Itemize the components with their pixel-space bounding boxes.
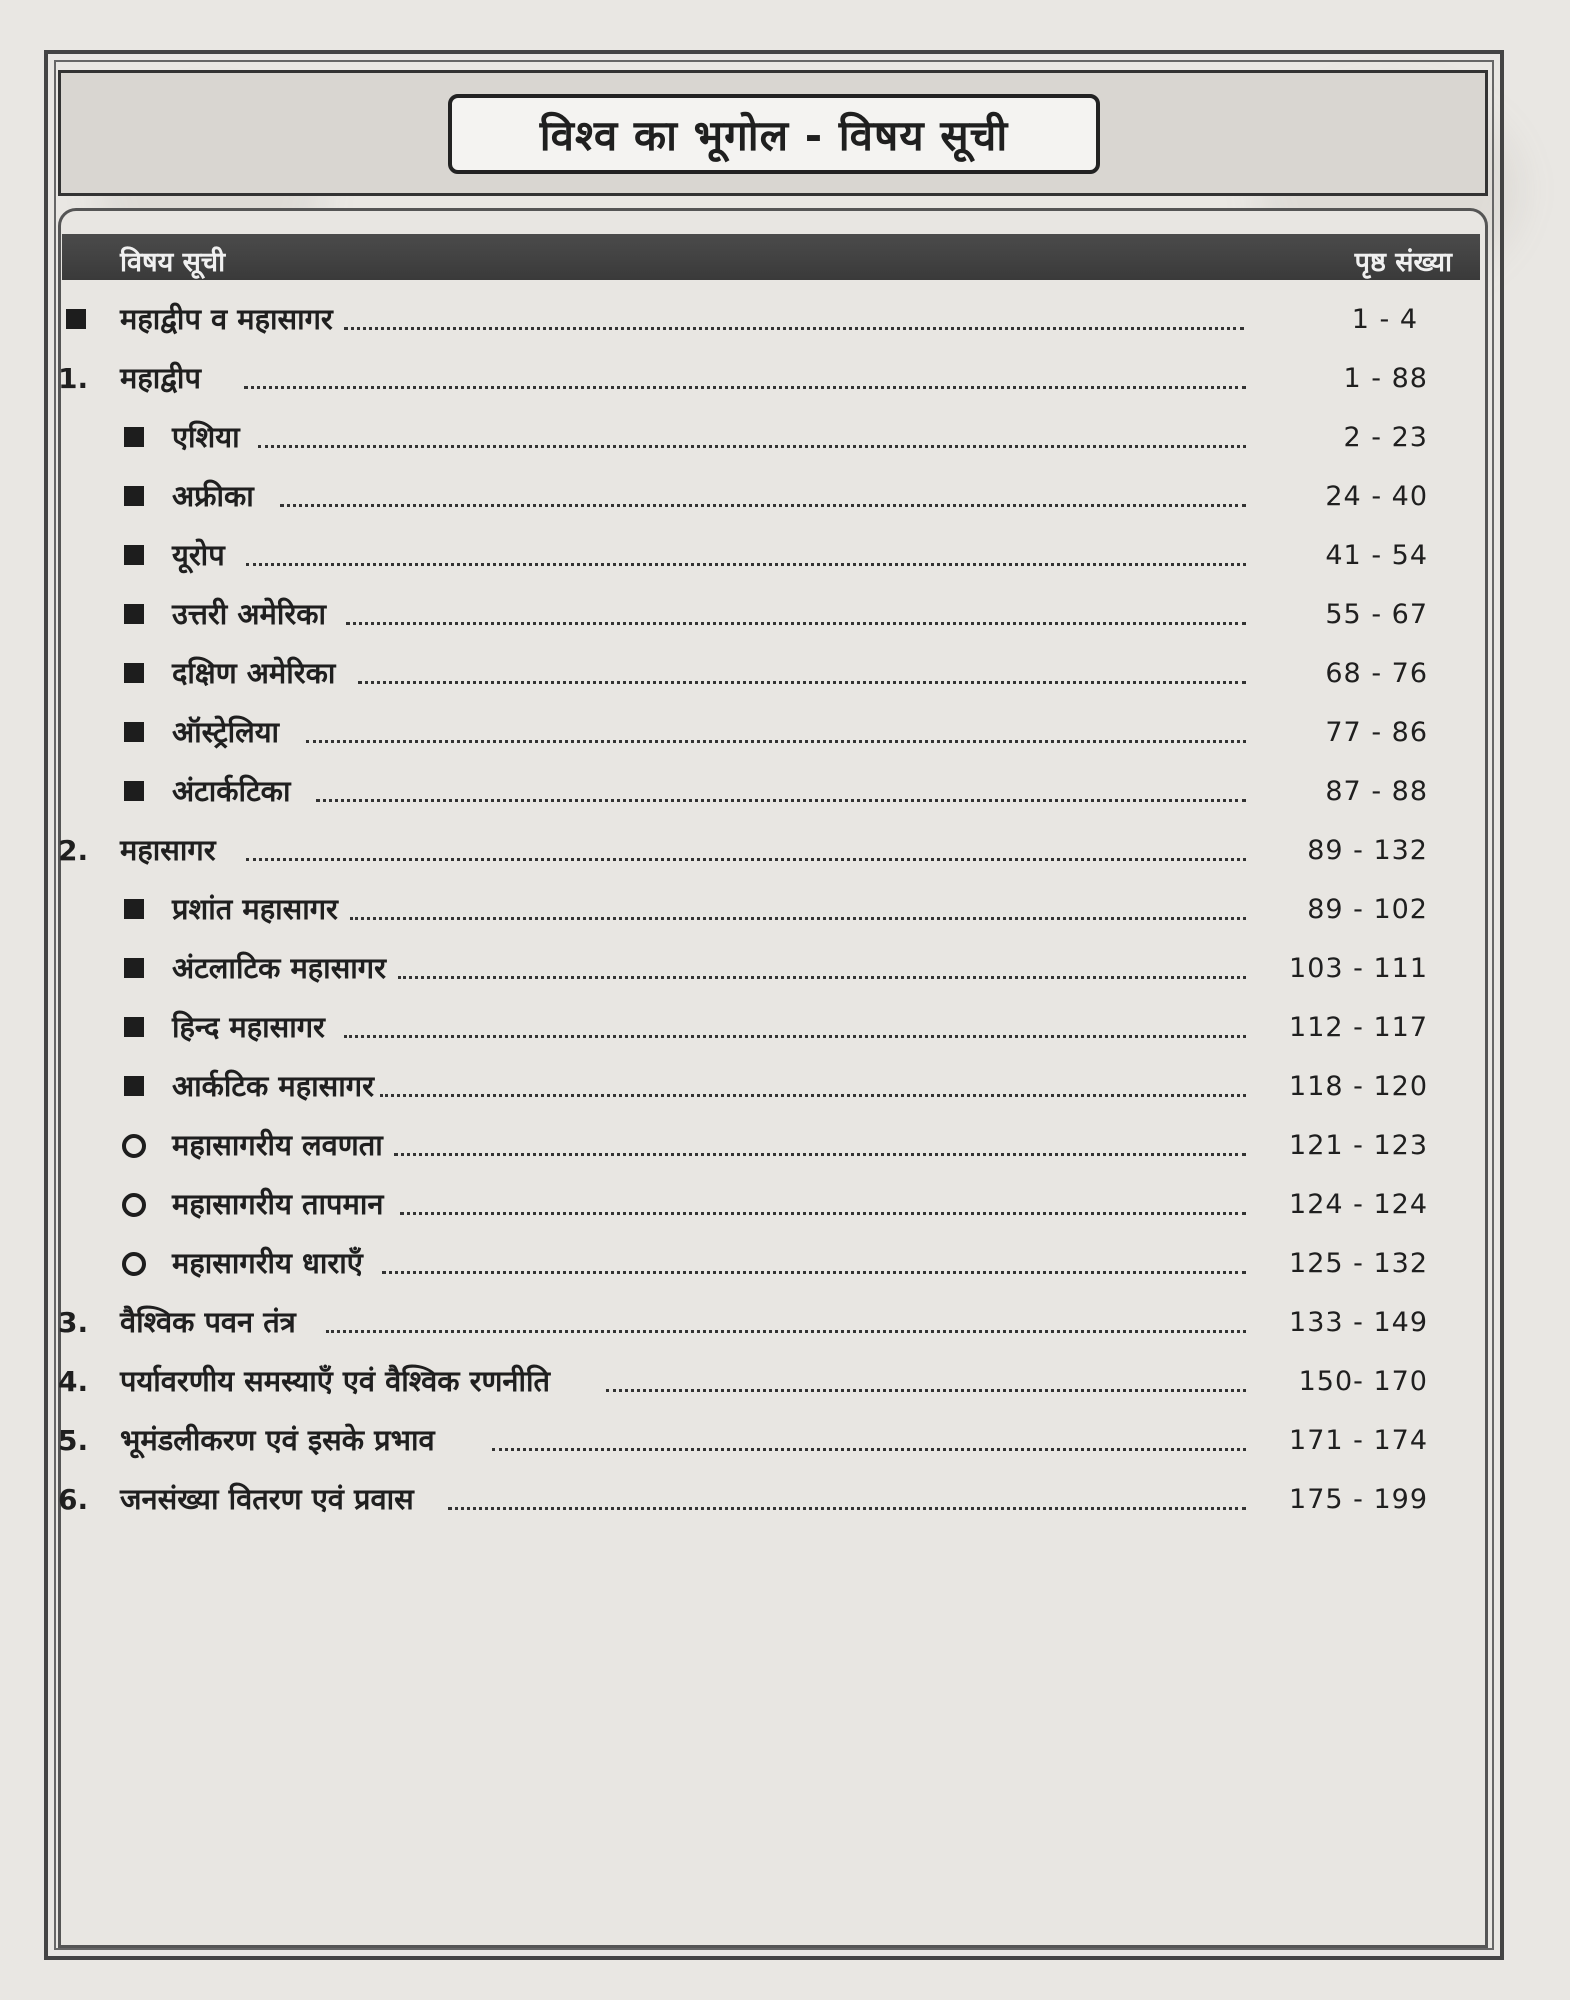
toc-leader <box>380 1094 1246 1097</box>
toc-label: प्रशांत महासागर <box>172 892 338 926</box>
square-bullet-icon <box>124 781 144 801</box>
toc-row <box>58 939 1488 998</box>
toc-pages: 121 - 123 <box>1289 1130 1428 1161</box>
toc-label: अंटार्कटिका <box>172 774 291 808</box>
toc-leader <box>492 1448 1246 1451</box>
toc-pages: 24 - 40 <box>1325 481 1428 512</box>
toc-row <box>58 880 1488 939</box>
toc-leader <box>246 563 1246 566</box>
toc-pages: 41 - 54 <box>1325 540 1428 571</box>
toc-pages: 89 - 132 <box>1307 835 1428 866</box>
toc-pages: 125 - 132 <box>1289 1248 1428 1279</box>
toc-pages: 175 - 199 <box>1289 1484 1428 1515</box>
toc-label: भूमंडलीकरण एवं इसके प्रभाव <box>120 1423 435 1457</box>
toc-pages: 124 - 124 <box>1289 1189 1428 1220</box>
toc-leader <box>246 858 1246 861</box>
toc-leader <box>326 1330 1246 1333</box>
toc-row <box>58 821 1488 880</box>
toc-pages: 89 - 102 <box>1307 894 1428 925</box>
toc-row <box>58 526 1488 585</box>
toc-pages: 77 - 86 <box>1325 717 1428 748</box>
circle-bullet-icon <box>122 1252 146 1276</box>
toc-row <box>58 1175 1488 1234</box>
toc-leader <box>344 1035 1246 1038</box>
toc-leader <box>258 445 1246 448</box>
page-title: विश्व का भूगोल - विषय सूची <box>448 94 1100 174</box>
toc-row <box>58 1470 1488 1529</box>
section-number: 4. <box>58 1365 89 1398</box>
toc-label: महासागरीय लवणता <box>172 1128 383 1162</box>
toc-pages: 112 - 117 <box>1289 1012 1428 1043</box>
toc-pages: 118 - 120 <box>1289 1071 1428 1102</box>
square-bullet-icon <box>124 486 144 506</box>
toc-leader <box>398 976 1246 979</box>
toc-row <box>58 1411 1488 1470</box>
square-bullet-icon <box>66 309 86 329</box>
toc-leader <box>358 681 1246 684</box>
toc-pages: 1 - 4 <box>1351 304 1418 335</box>
toc-row <box>58 1057 1488 1116</box>
toc-label: दक्षिण अमेरिका <box>172 656 336 690</box>
square-bullet-icon <box>124 1076 144 1096</box>
toc-label: महासागरीय धाराएँ <box>172 1246 363 1280</box>
square-bullet-icon <box>124 958 144 978</box>
toc-row <box>58 703 1488 762</box>
toc-leader <box>346 622 1246 625</box>
toc-leader <box>382 1271 1246 1274</box>
toc-leader <box>606 1389 1246 1392</box>
toc-leader <box>280 504 1246 507</box>
table-header-left: विषय सूची <box>120 247 226 278</box>
circle-bullet-icon <box>122 1193 146 1217</box>
toc-row <box>58 1234 1488 1293</box>
toc-label: पर्यावरणीय समस्याएँ एवं वैश्विक रणनीति <box>120 1364 551 1398</box>
square-bullet-icon <box>124 663 144 683</box>
toc-label: अंटलाटिक महासागर <box>172 951 386 985</box>
section-number: 6. <box>58 1483 89 1516</box>
toc-row <box>58 290 1488 349</box>
toc-leader <box>306 740 1246 743</box>
toc-label: महाद्वीप व महासागर <box>120 302 333 336</box>
toc-row <box>58 1116 1488 1175</box>
toc-label: आर्कटिक महासागर <box>172 1069 374 1103</box>
toc-row <box>58 1352 1488 1411</box>
toc-label: हिन्द महासागर <box>172 1010 325 1044</box>
circle-bullet-icon <box>122 1134 146 1158</box>
toc-pages: 2 - 23 <box>1343 422 1428 453</box>
toc-row <box>58 349 1488 408</box>
toc-row <box>58 998 1488 1057</box>
toc-pages: 133 - 149 <box>1289 1307 1428 1338</box>
toc-leader <box>448 1507 1246 1510</box>
toc-row <box>58 467 1488 526</box>
section-number: 2. <box>58 834 89 867</box>
toc-row <box>58 585 1488 644</box>
square-bullet-icon <box>124 427 144 447</box>
section-number: 1. <box>58 362 89 395</box>
toc-label: वैश्विक पवन तंत्र <box>120 1305 296 1339</box>
section-number: 5. <box>58 1424 89 1457</box>
square-bullet-icon <box>124 899 144 919</box>
toc-label: महासागरीय तापमान <box>172 1187 384 1221</box>
toc-pages: 171 - 174 <box>1289 1425 1428 1456</box>
toc-pages: 87 - 88 <box>1325 776 1428 807</box>
toc-leader <box>244 386 1246 389</box>
toc-label: ऑस्ट्रेलिया <box>172 715 280 749</box>
toc-leader <box>400 1212 1246 1215</box>
toc-leader <box>316 799 1246 802</box>
square-bullet-icon <box>124 545 144 565</box>
square-bullet-icon <box>124 722 144 742</box>
table-of-contents <box>58 290 1488 1529</box>
toc-label: महासागर <box>120 833 216 867</box>
toc-label: एशिया <box>172 420 240 454</box>
toc-row <box>58 408 1488 467</box>
toc-leader <box>350 917 1246 920</box>
section-number: 3. <box>58 1306 89 1339</box>
toc-pages: 55 - 67 <box>1325 599 1428 630</box>
table-header-right: पृष्ठ संख्या <box>1354 247 1452 278</box>
toc-pages: 103 - 111 <box>1289 953 1428 984</box>
toc-row <box>58 1293 1488 1352</box>
toc-label: उत्तरी अमेरिका <box>172 597 327 631</box>
toc-pages: 68 - 76 <box>1325 658 1428 689</box>
toc-label: अफ्रीका <box>172 479 254 513</box>
toc-pages: 1 - 88 <box>1343 363 1428 394</box>
toc-label: यूरोप <box>172 538 225 572</box>
toc-label: जनसंख्या वितरण एवं प्रवास <box>120 1482 414 1516</box>
square-bullet-icon <box>124 604 144 624</box>
square-bullet-icon <box>124 1017 144 1037</box>
toc-row <box>58 644 1488 703</box>
toc-row <box>58 762 1488 821</box>
toc-pages: 150- 170 <box>1298 1366 1428 1397</box>
table-header <box>62 234 1480 280</box>
toc-leader <box>394 1153 1246 1156</box>
toc-label: महाद्वीप <box>120 361 201 395</box>
toc-leader <box>344 327 1244 330</box>
